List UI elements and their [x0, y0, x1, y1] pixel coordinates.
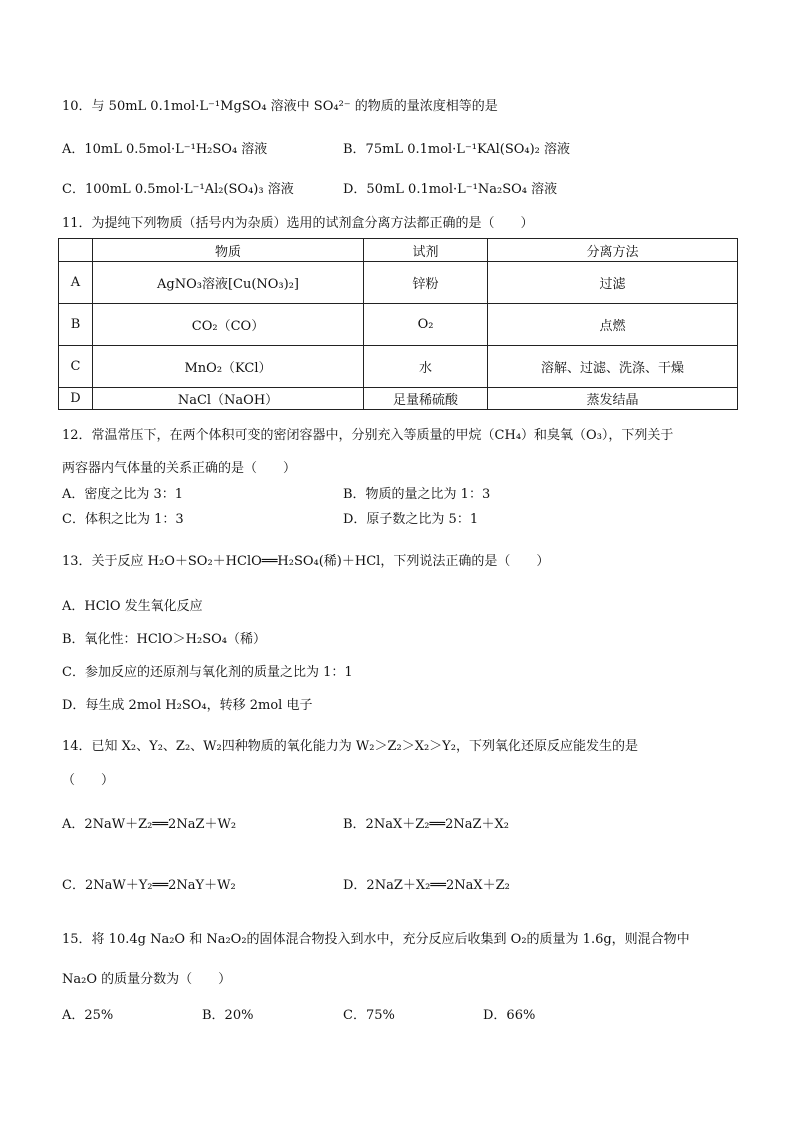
q15-option-d: [483, 1007, 535, 1025]
table-cell: 锌粉: [364, 262, 488, 304]
table-row: [59, 262, 738, 304]
table-cell: 过滤: [488, 262, 738, 304]
q15-stem-text-1: 15．将 10.4g Na₂O 和 Na₂O₂的固体混合物投入到水中，充分反应后收集到 O₂的质量为 1.6g，则混合物中: [62, 932, 690, 947]
q15-option-b: [202, 1007, 253, 1025]
table-row: [59, 346, 738, 388]
q12-option-a: [62, 486, 183, 504]
q13-option-c: [62, 664, 353, 682]
q14-option-a: [62, 816, 236, 834]
table-cell: 溶解、过滤、洗涤、干燥: [488, 346, 738, 388]
q12-stem-text-1: 12．常温常压下，在两个体积可变的密闭容器中，分别充入等质量的甲烷（CH₄）和臭氧（O₃），下列关于: [62, 428, 674, 443]
table-cell: 水: [364, 346, 488, 388]
q14-stem-text-1: 14．已知 X₂、Y₂、Z₂、W₂四种物质的氧化能力为 W₂＞Z₂＞X₂＞Y₂，下列氧化还原反应能发生的是: [62, 739, 638, 754]
table-header-cell: 试剂: [364, 239, 488, 262]
q13-option-c-text: C．参加反应的还原剂与氧化剂的质量之比为 1：1: [62, 665, 353, 680]
table-cell: B: [59, 304, 93, 346]
table-row: [59, 304, 738, 346]
table-header-cell: 物质: [93, 239, 364, 262]
table-header-cell: 分离方法: [488, 239, 738, 262]
q11-table: [58, 238, 738, 410]
q12-option-d: [343, 511, 478, 529]
q13-option-d-text: D．每生成 2mol H₂SO₄，转移 2mol 电子: [62, 698, 313, 713]
table-cell: 蒸发结晶: [488, 388, 738, 410]
table-cell: D: [59, 388, 93, 410]
q15-stem-text-2: Na₂O 的质量分数为（ ）: [62, 972, 232, 987]
q12-option-c-text: C．体积之比为 1：3: [62, 512, 184, 527]
q10-option-a-text: A．10mL 0.5mol·L⁻¹H₂SO₄ 溶液: [62, 142, 268, 157]
table-cell: AgNO₃溶液[Cu(NO₃)₂]: [93, 262, 364, 304]
table-cell: A: [59, 262, 93, 304]
q14-option-a-text: A．2NaW＋Z₂══2NaZ＋W₂: [62, 817, 237, 832]
q14-stem-text-2: （ ）: [62, 773, 115, 788]
q13-stem: [62, 553, 549, 571]
q15-stem-line1: [62, 931, 690, 949]
q11-stem: [62, 215, 534, 233]
q15-option-a: [62, 1007, 113, 1025]
table-cell: C: [59, 346, 93, 388]
table-header-row: [59, 239, 738, 262]
q10-option-b: [343, 141, 570, 159]
q10-stem-text: 10．与 50mL 0.1mol·L⁻¹MgSO₄ 溶液中 SO₄²⁻ 的物质的量浓度相等的是: [62, 99, 498, 114]
table-header-cell: [59, 239, 93, 262]
q13-option-a-text: A．HClO 发生氧化反应: [62, 599, 203, 614]
q14-stem-line2: [62, 772, 114, 790]
q14-option-d-text: D．2NaZ＋X₂══2NaX＋Z₂: [343, 878, 510, 893]
q12-option-b-text: B．物质的量之比为 1：3: [343, 487, 491, 502]
q13-stem-text: 13．关于反应 H₂O＋SO₂＋HClO══H₂SO₄(稀)＋HCl，下列说法正确的是（ ）: [62, 554, 550, 569]
q12-option-b: [343, 486, 490, 504]
table-cell: O₂: [364, 304, 488, 346]
q13-option-a: [62, 598, 203, 616]
table-cell: CO₂（CO）: [93, 304, 364, 346]
q14-stem-line1: [62, 738, 638, 756]
q10-option-c: [62, 181, 294, 199]
q12-option-c: [62, 511, 184, 529]
q12-option-a-text: A．密度之比为 3：1: [62, 487, 184, 502]
q10-option-b-text: B．75mL 0.1mol·L⁻¹KAl(SO₄)₂ 溶液: [343, 142, 571, 157]
q15-option-a-text: A．25%: [62, 1008, 114, 1023]
q12-stem-line2: [62, 460, 296, 478]
q12-option-d-text: D．原子数之比为 5：1: [343, 512, 479, 527]
q13-option-b-text: B．氧化性：HClO＞H₂SO₄（稀）: [62, 632, 266, 647]
q14-option-c-text: C．2NaW＋Y₂══2NaY＋W₂: [62, 878, 236, 893]
q15-option-c-text: C．75%: [343, 1008, 395, 1023]
table-cell: MnO₂（KCl）: [93, 346, 364, 388]
q15-option-c: [343, 1007, 395, 1025]
table-cell: NaCl（NaOH）: [93, 388, 364, 410]
table-cell: 点燃: [488, 304, 738, 346]
q15-stem-line2: [62, 971, 231, 989]
q14-option-b-text: B．2NaX＋Z₂══2NaZ＋X₂: [343, 817, 509, 832]
q10-stem: [62, 98, 498, 116]
q12-stem-text-2: 两容器内气体量的关系正确的是（ ）: [62, 461, 297, 476]
q12-stem-line1: [62, 427, 673, 445]
q14-option-d: [343, 877, 510, 895]
table-cell: 足量稀硫酸: [364, 388, 488, 410]
q11-stem-text: 11．为提纯下列物质（括号内为杂质）选用的试剂盒分离方法都正确的是（ ）: [62, 216, 534, 231]
q15-option-b-text: B．20%: [202, 1008, 254, 1023]
q14-option-b: [343, 816, 509, 834]
q15-option-d-text: D．66%: [483, 1008, 536, 1023]
q10-option-c-text: C．100mL 0.5mol·L⁻¹Al₂(SO₄)₃ 溶液: [62, 182, 294, 197]
q13-option-d: [62, 697, 312, 715]
q10-option-a: [62, 141, 267, 159]
q13-option-b: [62, 631, 266, 649]
q10-option-d-text: D．50mL 0.1mol·L⁻¹Na₂SO₄ 溶液: [343, 182, 558, 197]
q14-option-c: [62, 877, 236, 895]
table-row: [59, 388, 738, 410]
q10-option-d: [343, 181, 557, 199]
